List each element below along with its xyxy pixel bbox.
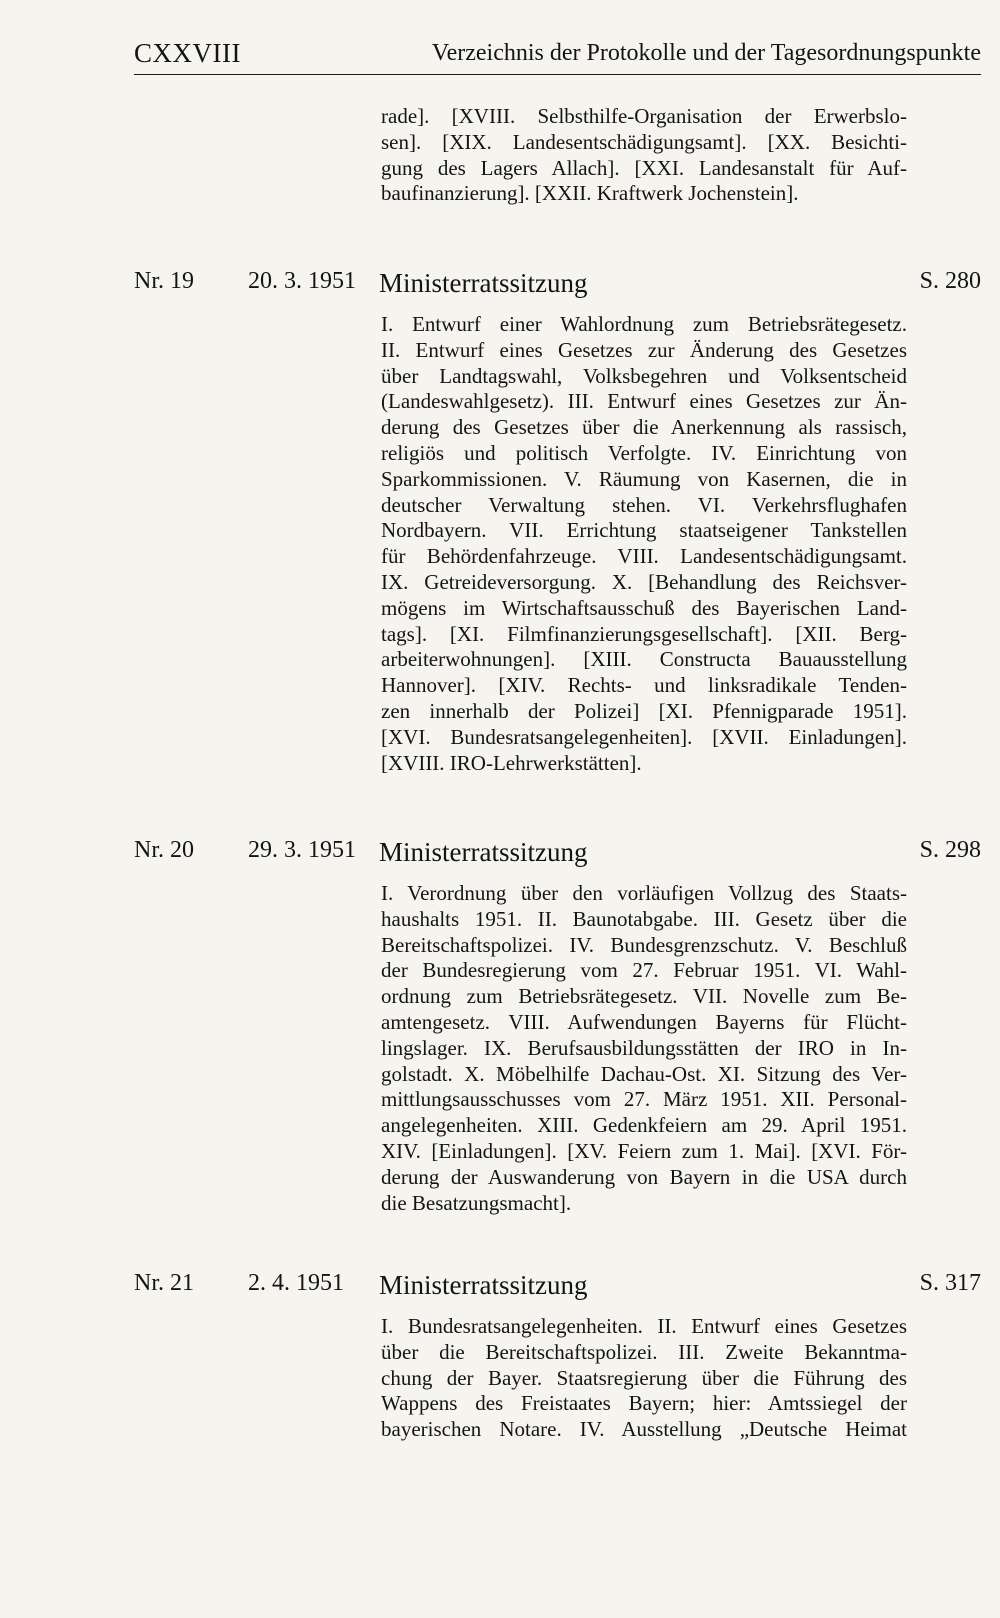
entry-agenda-nr-21 xyxy=(381,1314,907,1443)
text-line: [XVI. Bundesratsangelegenheiten]. [XVII. Einladungen]. xyxy=(381,724,907,749)
text-line: bayerischen Notare. IV. Ausstellung „Deutsche Heimat xyxy=(381,1417,907,1442)
text-line: mittlungsausschusses vom 27. März 1951. XII. Personal- xyxy=(381,1087,907,1112)
text-line: II. Entwurf eines Gesetzes zur Änderung des Gesetzes xyxy=(381,337,907,362)
text-line: Wappens des Freistaates Bayern; hier: Amtssiegel der xyxy=(381,1391,907,1416)
entry-header-nr-19 xyxy=(134,268,981,306)
continuation-text xyxy=(381,104,907,207)
text-line: gung des Lagers Allach]. [XXI. Landesanstalt für Auf- xyxy=(381,155,907,180)
entry-title: Ministerratssitzung xyxy=(379,268,588,298)
text-line: mögens im Wirtschaftsausschuß des Bayerischen Land- xyxy=(381,595,907,620)
entry-date: 29. 3. 1951 xyxy=(248,837,356,863)
text-line: rade]. [XVIII. Selbsthilfe-Organisation der Erwerbslo- xyxy=(381,104,907,128)
text-line: religiös und politisch Verfolgte. IV. Einrichtung von xyxy=(381,440,907,465)
entry-agenda-nr-20 xyxy=(381,881,907,1216)
text-line: chung der Bayer. Staatsregierung über die Führung des xyxy=(381,1365,907,1390)
entry-page: S. 280 xyxy=(919,268,981,294)
entry-header-nr-20 xyxy=(134,837,981,875)
text-line: deutscher Verwaltung stehen. VI. Verkehrsflughafen xyxy=(381,492,907,517)
entry-title: Ministerratssitzung xyxy=(379,837,588,867)
text-line: die Besatzungsmacht]. xyxy=(381,1190,572,1215)
entry-page: S. 317 xyxy=(919,1270,981,1296)
text-line: amtengesetz. VIII. Aufwendungen Bayerns für Flücht- xyxy=(381,1009,907,1034)
text-line: für Behördenfahrzeuge. VIII. Landesentschädigungsamt. xyxy=(381,544,907,569)
entry-agenda-nr-19 xyxy=(381,312,907,776)
text-line: zen innerhalb der Polizei] [XI. Pfennigparade 1951]. xyxy=(381,698,907,723)
text-line: derung der Auswanderung von Bayern in die USA durch xyxy=(381,1164,907,1189)
entry-date: 2. 4. 1951 xyxy=(248,1270,344,1296)
text-line: haushalts 1951. II. Baunotabgabe. III. Gesetz über die xyxy=(381,906,907,931)
entry-page: S. 298 xyxy=(919,837,981,863)
text-line: I. Entwurf einer Wahlordnung zum Betriebsrätegesetz. xyxy=(381,312,907,336)
text-line: lingslager. IX. Berufsausbildungsstätten der IRO in In- xyxy=(381,1035,907,1060)
text-line: ordnung zum Betriebsrätegesetz. VII. Novelle zum Be- xyxy=(381,984,907,1009)
text-line: I. Verordnung über den vorläufigen Vollzug des Staats- xyxy=(381,881,907,905)
text-line: sen]. [XIX. Landesentschädigungsamt]. [XX. Besichti- xyxy=(381,129,907,154)
text-line: Nordbayern. VII. Errichtung staatseigener Tankstellen xyxy=(381,518,907,543)
running-title: Verzeichnis der Protokolle und der Tagesordnungspunkte xyxy=(431,40,981,66)
text-line: (Landeswahlgesetz). III. Entwurf eines Gesetzes zur Än- xyxy=(381,389,907,414)
text-line: IX. Getreideversorgung. X. [Behandlung des Reichsver- xyxy=(381,569,907,594)
text-line: angelegenheiten. XIII. Gedenkfeiern am 29. April 1951. xyxy=(381,1113,907,1138)
text-line: arbeiterwohnungen]. [XIII. Constructa Bauausstellung xyxy=(381,647,907,672)
entry-title: Ministerratssitzung xyxy=(379,1270,588,1300)
text-line: XIV. [Einladungen]. [XV. Feiern zum 1. Mai]. [XVI. För- xyxy=(381,1138,907,1163)
text-line: I. Bundesratsangelegenheiten. II. Entwurf eines Gesetzes xyxy=(381,1314,907,1338)
text-line: Bereitschaftspolizei. IV. Bundesgrenzschutz. V. Beschluß xyxy=(381,932,907,957)
text-line: baufinanzierung]. [XXII. Kraftwerk Jochenstein]. xyxy=(381,181,799,206)
page-number: CXXVIII xyxy=(134,38,241,68)
text-line: über Landtagswahl, Volksbegehren und Volksentscheid xyxy=(381,363,907,388)
text-line: Hannover]. [XIV. Rechts- und linksradikale Tenden- xyxy=(381,673,907,698)
entry-header-nr-21 xyxy=(134,1270,981,1308)
entry-number: Nr. 19 xyxy=(134,268,194,294)
text-line: derung des Gesetzes über die Anerkennung als rassisch, xyxy=(381,415,907,440)
entry-number: Nr. 21 xyxy=(134,1270,194,1296)
text-line: tags]. [XI. Filmfinanzierungsgesellschaft]. [XII. Berg- xyxy=(381,621,907,646)
text-line: golstadt. X. Möbelhilfe Dachau-Ost. XI. Sitzung des Ver- xyxy=(381,1061,907,1086)
text-line: Sparkommissionen. V. Räumung von Kasernen, die in xyxy=(381,466,907,491)
entry-number: Nr. 20 xyxy=(134,837,194,863)
text-line: [XVIII. IRO-Lehrwerkstätten]. xyxy=(381,750,642,775)
text-line: der Bundesregierung vom 27. Februar 1951. VI. Wahl- xyxy=(381,958,907,983)
entry-date: 20. 3. 1951 xyxy=(248,268,356,294)
running-header xyxy=(134,38,981,75)
text-line: über die Bereitschaftspolizei. III. Zweite Bekanntma- xyxy=(381,1339,907,1364)
